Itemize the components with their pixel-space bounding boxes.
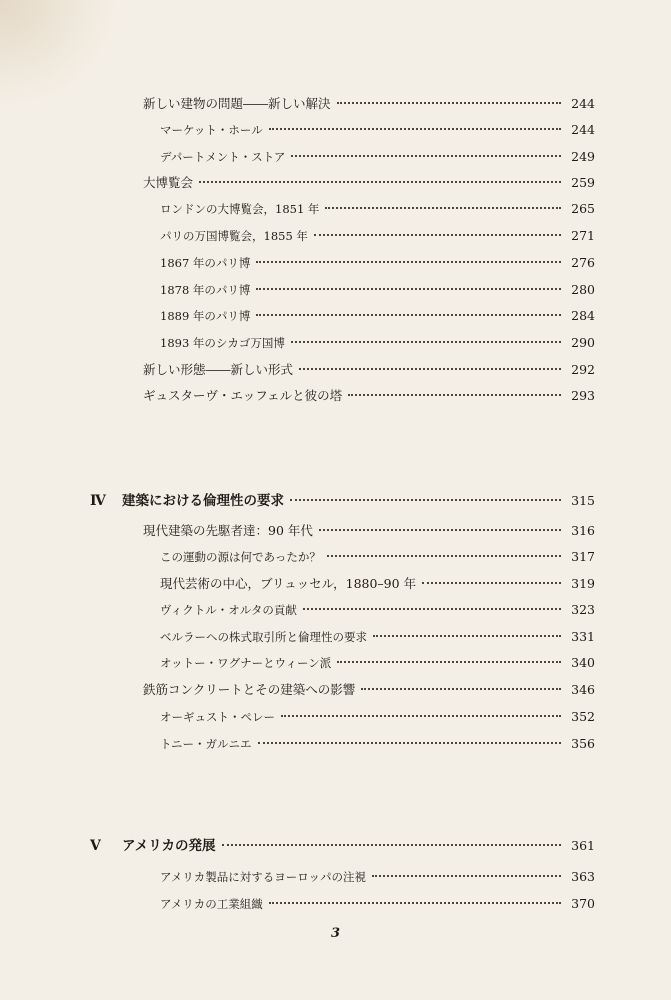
toc-title: ヴィクトル・オルタの貢献	[160, 603, 297, 617]
toc-page: 317	[571, 549, 595, 564]
toc-entry	[0, 893, 595, 915]
dot-leader	[373, 635, 561, 637]
toc-title: 1867 年のパリ博	[160, 256, 251, 270]
toc-entry	[0, 359, 595, 381]
toc-page: 340	[571, 655, 595, 670]
toc-entry	[0, 279, 595, 301]
toc-entry	[0, 305, 595, 327]
dot-leader	[256, 261, 561, 263]
toc-title: 鉄筋コンクリートとその建築への影響	[143, 682, 356, 697]
toc-entry	[0, 520, 595, 542]
toc-title: 新しい形態――新しい形式	[143, 362, 294, 377]
toc-page: 244	[571, 96, 595, 111]
dot-leader	[303, 608, 561, 610]
dot-leader	[199, 181, 561, 183]
toc-entry	[0, 198, 595, 220]
toc-title: 建築における倫理性の要求	[122, 493, 284, 509]
dot-leader	[319, 529, 561, 531]
toc-page: 259	[571, 175, 595, 190]
toc-page: 356	[571, 736, 595, 751]
dot-leader	[348, 394, 561, 396]
toc-page: 293	[571, 388, 595, 403]
dot-leader	[361, 688, 561, 690]
toc-chapter-entry	[0, 835, 595, 857]
toc-title: パリの万国博覧会，1855 年	[160, 229, 308, 243]
toc-entry	[0, 172, 595, 194]
toc-entry	[0, 332, 595, 354]
toc-title: ギュスターヴ・エッフェルと彼の塔	[143, 388, 343, 403]
dot-leader	[372, 875, 561, 877]
toc-title: 現代建築の先駆者達：90 年代	[143, 523, 313, 538]
toc-title: ベルラーヘの株式取引所と倫理性の要求	[160, 630, 367, 644]
dot-leader	[269, 902, 561, 904]
toc-entry	[0, 146, 595, 168]
toc-entry	[0, 546, 595, 568]
dot-leader	[337, 102, 561, 104]
dot-leader	[258, 742, 561, 744]
toc-entry	[0, 252, 595, 274]
toc-page: 315	[571, 493, 595, 508]
page-number: 3	[330, 926, 341, 941]
toc-page: 276	[571, 255, 595, 270]
dot-leader	[269, 128, 561, 130]
toc-page: 271	[571, 228, 595, 243]
toc-entry	[0, 866, 595, 888]
toc-entry	[0, 573, 595, 595]
toc-entry	[0, 652, 595, 674]
dot-leader	[291, 341, 561, 343]
toc-title: 1878 年のパリ博	[160, 283, 251, 297]
toc-title: トニー・ガルニエ	[160, 737, 252, 751]
toc-title: この運動の源は何であったか？	[160, 550, 321, 564]
dot-leader	[299, 368, 561, 370]
toc-entry	[0, 706, 595, 728]
toc-page: 244	[571, 122, 595, 137]
chapter-number: Ⅳ	[90, 493, 106, 509]
toc-page: 361	[571, 838, 595, 853]
toc-title: ロンドンの大博覧会，1851 年	[160, 202, 320, 216]
dot-leader	[291, 155, 561, 157]
toc-page: 316	[571, 523, 595, 538]
dot-leader	[222, 844, 561, 846]
dot-leader	[327, 555, 561, 557]
toc-title: アメリカの発展	[122, 838, 216, 854]
toc-page: 319	[571, 576, 595, 591]
toc-page: 363	[571, 869, 595, 884]
dot-leader	[337, 661, 561, 663]
dot-leader	[325, 207, 561, 209]
toc-entry	[0, 733, 595, 755]
chapter-number: Ⅴ	[90, 838, 101, 854]
toc-page: 265	[571, 201, 595, 216]
toc-page: 346	[571, 682, 595, 697]
toc-page: 323	[571, 602, 595, 617]
dot-leader	[256, 314, 561, 316]
toc-entry	[0, 599, 595, 621]
toc-chapter-entry	[0, 490, 595, 512]
toc-page: 370	[571, 896, 595, 911]
toc-title: 現代芸術の中心，ブリュッセル，1880–90 年	[160, 576, 417, 591]
toc-title: マーケット・ホール	[160, 123, 263, 137]
toc-title: 大博覧会	[143, 175, 194, 190]
toc-title: アメリカの工業組織	[160, 897, 263, 911]
dot-leader	[281, 715, 561, 717]
toc-page: 331	[571, 629, 595, 644]
toc-title: 1893 年のシカゴ万国博	[160, 336, 285, 350]
toc-entry	[0, 93, 595, 115]
toc-entry	[0, 385, 595, 407]
toc-title: デパートメント・ストア	[160, 150, 286, 164]
toc-entry	[0, 119, 595, 141]
dot-leader	[422, 582, 561, 584]
toc-title: 1889 年のパリ博	[160, 309, 251, 323]
dot-leader	[256, 288, 561, 290]
toc-page: 249	[571, 149, 595, 164]
toc-page: 292	[571, 362, 595, 377]
toc-entry	[0, 225, 595, 247]
toc-page: 352	[571, 709, 595, 724]
toc-page: 284	[571, 308, 595, 323]
toc-page: 280	[571, 282, 595, 297]
toc-entry	[0, 626, 595, 648]
toc-title: 新しい建物の問題――新しい解決	[143, 96, 331, 111]
toc-title: アメリカ製品に対するヨーロッパの注視	[160, 870, 366, 884]
toc-entry	[0, 679, 595, 701]
dot-leader	[314, 234, 561, 236]
toc-title: オットー・ワグナーとウィーン派	[160, 656, 332, 670]
toc-title: オーギュスト・ペレー	[160, 710, 275, 724]
dot-leader	[290, 499, 561, 501]
toc-page: 290	[571, 335, 595, 350]
